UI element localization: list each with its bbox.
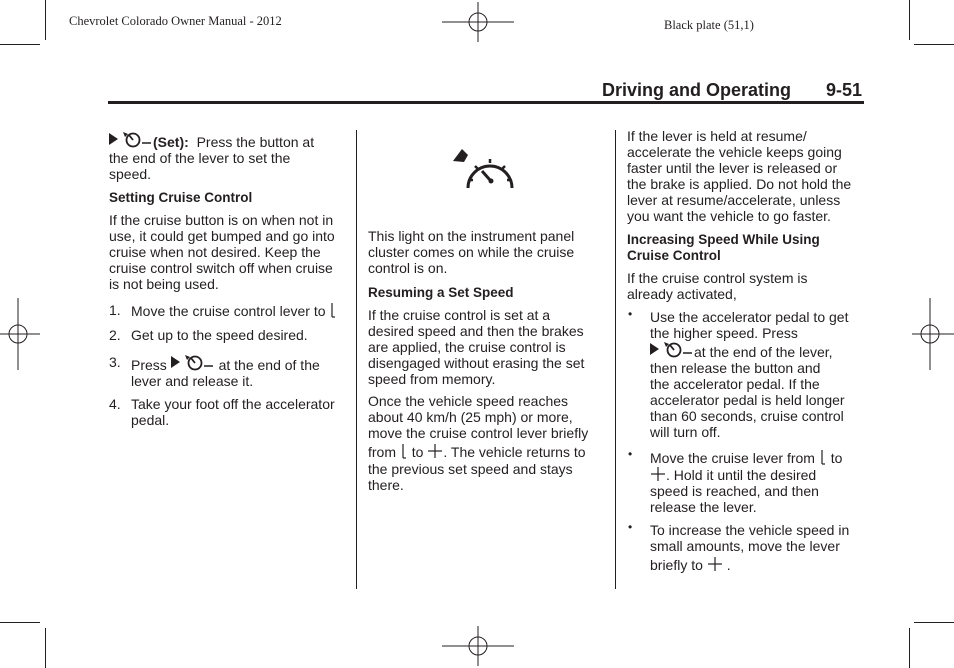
step-text: Move the cruise control lever to (131, 303, 326, 319)
paragraph-line: disengaged without erasing the set (368, 355, 585, 371)
paragraph-line: If the lever is held at resume/ (627, 128, 807, 144)
set-text: speed. (109, 166, 152, 182)
lever-on-position-icon (650, 466, 666, 482)
paragraph-line: about 40 km/h (25 mph) or more, (368, 409, 573, 425)
bullet-text: small amounts, move the lever (650, 538, 840, 554)
list-item (627, 449, 867, 515)
crop-mark (909, 628, 910, 668)
paragraph-line: Once the vehicle speed reaches (368, 393, 569, 409)
paragraph-line: If the cruise control is set at a (368, 307, 551, 323)
paragraph-line: faster until the lever is released or (627, 160, 838, 176)
bullet-text: briefly to (650, 557, 703, 573)
page-number: 9-51 (826, 80, 863, 100)
bullet-text: speed is reached, and then (650, 483, 819, 499)
set-text: Press the button at (196, 134, 315, 150)
paragraph-line: desired speed and then the brakes (368, 323, 584, 339)
paragraph-line: speed from memory. (368, 371, 496, 387)
registration-mark-icon (0, 298, 40, 370)
crop-mark (0, 622, 40, 623)
bullet-text: . (726, 557, 731, 573)
crop-mark (909, 0, 910, 40)
set-button-icon (650, 341, 694, 359)
set-button-icon (171, 354, 215, 372)
list-item (109, 354, 349, 389)
bullet-text: will turn off. (650, 424, 721, 440)
bullet-text: . Hold it until the desired (666, 467, 817, 483)
paragraph-line: cluster comes on while the cruise (368, 244, 575, 260)
header-rule (108, 101, 864, 104)
lever-off-position-icon (819, 449, 827, 465)
step-text: Get up to the speed desired. (131, 327, 308, 343)
paragraph-line: you want the vehicle to go faster. (627, 208, 831, 224)
registration-mark-icon (912, 298, 954, 370)
list-item (109, 396, 349, 428)
bullet-text: at the end of the lever, (694, 344, 833, 360)
lever-off-position-icon (400, 443, 408, 459)
registration-mark-icon (442, 626, 514, 666)
section-title: Driving and Operating (602, 80, 792, 100)
bullet: • (628, 307, 633, 321)
column-divider (356, 130, 357, 589)
paragraph-line: use, it could get bumped and go into (109, 228, 335, 244)
paragraph-line: the previous set speed and stays (368, 461, 573, 477)
paragraph-line: there. (368, 477, 404, 493)
subheading: Cruise Control (627, 248, 721, 263)
bullet-text: then release the button and (650, 360, 821, 376)
column-2 (368, 228, 608, 493)
paragraph-line: control is on. (368, 260, 448, 276)
step-number: 1. (109, 302, 121, 318)
column-3 (627, 128, 867, 573)
column-divider (615, 130, 616, 589)
plate-label: Black plate (51,1) (664, 18, 754, 32)
lever-on-position-icon (427, 443, 443, 459)
paragraph-line: This light on the instrument panel (368, 228, 575, 244)
crop-mark (914, 44, 954, 45)
registration-mark-icon (442, 2, 514, 42)
step-text: pedal. (131, 412, 170, 428)
step-number: 2. (109, 327, 121, 343)
step-number: 3. (109, 354, 121, 370)
lever-on-position-icon (707, 556, 723, 572)
bullet-text: Use the accelerator pedal to get (650, 309, 849, 325)
bullet: • (628, 447, 633, 461)
paragraph-line: cruise when not desired. Keep the (109, 244, 321, 260)
set-button-icon (109, 131, 153, 149)
bullet-text: accelerator pedal is held longer (650, 392, 845, 408)
bullet: • (628, 520, 633, 534)
crop-mark (45, 0, 46, 40)
list-item (109, 302, 349, 319)
paragraph-line: If the cruise button is on when not in (109, 212, 334, 228)
paragraph-line: If the cruise control system is (627, 270, 808, 286)
paragraph-line: cruise control switch off when cruise (109, 260, 333, 276)
paragraph-line: lever at resume/accelerate, unless (627, 192, 841, 208)
subheading: Setting Cruise Control (109, 190, 253, 205)
cruise-control-light-icon (450, 146, 520, 202)
paragraph-line: is not being used. (109, 276, 219, 292)
inline-text: to (411, 444, 424, 460)
crop-mark (45, 628, 46, 668)
step-text: lever and release it. (131, 373, 254, 389)
paragraph-line: are applied, the cruise control is (368, 339, 566, 355)
subheading: Increasing Speed While Using (627, 232, 820, 247)
inline-text: from (368, 444, 396, 460)
paragraph-line: already activated, (627, 286, 737, 302)
step-text: at the end of the (218, 357, 320, 373)
bullet-text: the higher speed. Press (650, 325, 798, 341)
list-item (109, 327, 349, 343)
bullet-text: release the lever. (650, 499, 757, 515)
list-item (627, 522, 867, 573)
step-number: 4. (109, 396, 121, 412)
list-item (627, 309, 867, 440)
paragraph-line: move the cruise control lever briefly (368, 425, 589, 441)
bullet-text: than 60 seconds, cruise control (650, 408, 844, 424)
paragraph-line: the brake is applied. Do not hold the (627, 176, 852, 192)
set-label: (Set): (153, 134, 189, 150)
column-1 (109, 131, 349, 428)
step-text: Press (131, 357, 167, 373)
set-text: the end of the lever to set the (109, 150, 291, 166)
bullet-text: To increase the vehicle speed in (650, 522, 850, 538)
crop-mark (0, 44, 40, 45)
crop-mark (914, 622, 954, 623)
bullet-text: the accelerator pedal. If the (650, 376, 820, 392)
inline-text: . The vehicle returns to (443, 444, 586, 460)
lever-off-position-icon (329, 302, 337, 318)
subheading: Resuming a Set Speed (368, 285, 514, 300)
bullet-text: Move the cruise lever from (650, 450, 815, 466)
paragraph-line: accelerate the vehicle keeps going (627, 144, 842, 160)
step-text: Take your foot off the accelerator (131, 396, 335, 412)
bullet-text: to (830, 450, 843, 466)
running-header: Chevrolet Colorado Owner Manual - 2012 (69, 14, 282, 28)
